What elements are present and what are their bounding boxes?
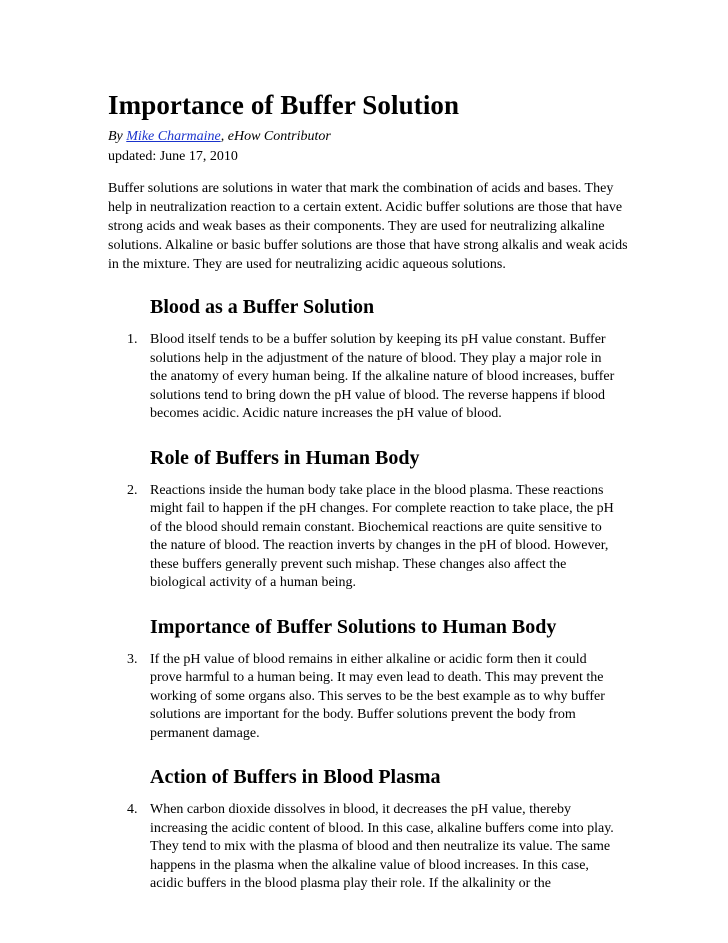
section-action-in-plasma [108,764,628,894]
list-number: 4. [127,802,138,817]
list-number: 3. [127,651,138,667]
list-item [108,331,620,424]
byline [108,128,628,146]
section-heading: Blood as a Buffer Solution [150,296,375,318]
article-title: Importance of Buffer Solution [108,90,460,120]
document-page [108,88,628,894]
list-item [108,801,620,894]
list-item [108,482,620,593]
list-item-text: Reactions inside the human body take place in the blood plasma. These reactions might fail to happen if the pH changes. For complete reaction to take place, the pH of the blood should remain constant. Biochemical reactions are quite sensitive to the nature of blood. The reaction inverts by changes in the pH of blood. However, these buffers generally prevent such mishap. These changes also affect the biological activity of a human being. [150,482,614,590]
list-item-text: If the pH value of blood remains in either alkaline or acidic form then it could prove harmful to a human being. It may even lead to death. This may prevent the working of some organs also. This serves to be the best example as to why buffer solutions are important for the body. Buffer solutions prevent the body from permanent damage. [150,651,605,741]
section-heading: Importance of Buffer Solutions to Human Body [150,615,557,638]
author-link[interactable]: Mike Charmaine [126,129,221,144]
intro-paragraph: Buffer solutions are solutions in water that mark the combination of acids and bases. They help in neutralization reaction to a certain extent. Acidic buffer solutions are those that have strong acids and weak bases as their components. They are used for neutralizing alkaline solutions. Alkaline or basic buffer solutions are those that have strong alkalis and weak acids in the mixture. They are used for neutralizing acidic aqueous solutions. [108,181,628,272]
list-item-text: Blood itself tends to be a buffer solution by keeping its pH value constant. Buffer solutions help in the adjustment of the nature of blood. They play a major role in the anatomy of every human being. If the alkaline nature of blood increases, buffer solutions tend to bring down the pH value of blood. The reverse happens if blood becomes acidic. Acidic nature increases the pH value of blood. [150,332,615,421]
list-number: 2. [127,482,138,498]
section-importance-to-body [108,614,628,744]
list-number: 1. [127,332,138,347]
section-heading: Action of Buffers in Blood Plasma [150,766,441,788]
byline-suffix: , eHow Contributor [220,129,331,144]
updated-date: updated: June 17, 2010 [108,149,238,164]
section-heading: Role of Buffers in Human Body [150,446,420,469]
list-item-text: When carbon dioxide dissolves in blood, it decreases the pH value, thereby increasing the acidic content of blood. In this case, alkaline buffers come into play. They tend to mix with the plasma of blood and then neutralize its value. The same happens in the plasma when the alkaline value of blood increases. In this case, acidic buffers in the blood plasma play their role. If the alkalinity or the [150,802,614,891]
list-item [108,651,620,744]
section-blood-as-buffer [108,294,628,424]
byline-prefix: By [108,129,127,144]
section-role-of-buffers [108,445,628,593]
